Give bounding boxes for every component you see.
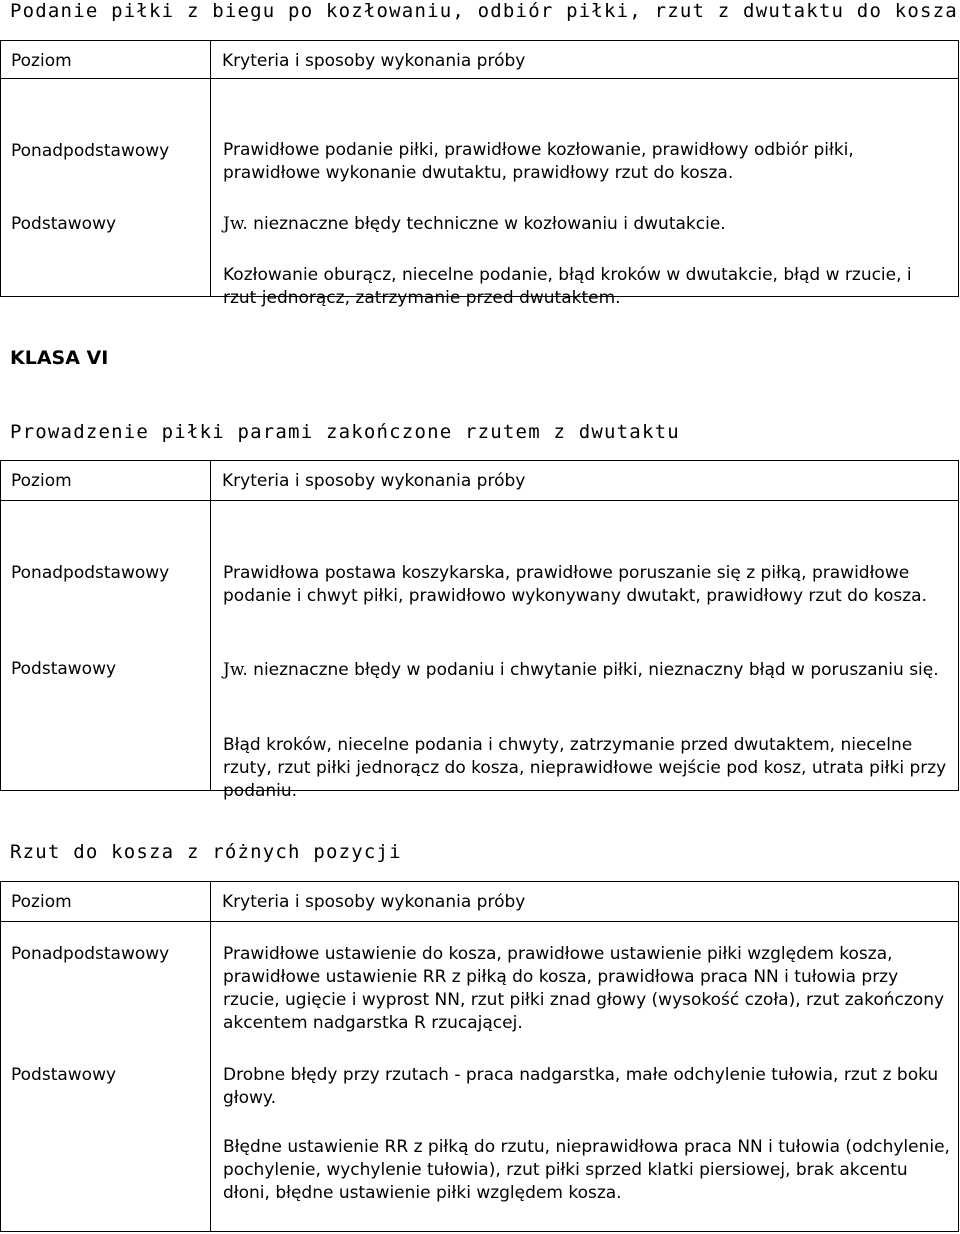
criteria-below-basic: Błąd kroków, niecelne podania i chwyty, zatrzymanie przed dwutaktem, niecelne rzuty, rzut piłki jednorącz do kosza, nieprawidłowe wejście pod kosz, utrata piłki przy podaniu. (223, 735, 947, 801)
level-podstawowy: Podstawowy (11, 659, 117, 679)
level-ponadpodstawowy: Ponadpodstawowy (11, 944, 170, 964)
level-podstawowy: Podstawowy (11, 214, 117, 234)
header-level-label: Poziom (11, 51, 72, 71)
class-heading: KLASA VI (10, 347, 109, 369)
jw-abbreviation: Jw. (223, 214, 248, 234)
level-podstawowy: Podstawowy (11, 1065, 117, 1085)
criteria-ponadpodstawowy: Prawidłowa postawa koszykarska, prawidłowe poruszanie się z piłką, prawidłowe podanie i chwyt piłki, prawidłowo wykonywany dwutakt, prawidłowy rzut do kosza. (223, 563, 927, 606)
section-title-rzut: Rzut do kosza z różnych pozycji (10, 841, 402, 863)
criteria-podstawowy: Drobne błędy przy rzutach - praca nadgarstka, małe odchylenie tułowia, rzut z boku głowy. (223, 1065, 939, 1108)
criteria-podstawowy-text: nieznaczne błędy techniczne w kozłowaniu i dwutakcie. (247, 214, 726, 234)
jw-abbreviation: Jw. (223, 660, 248, 680)
criteria-table-podanie (0, 40, 959, 308)
header-level-label: Poziom (11, 471, 72, 491)
table-header-row (1, 882, 959, 922)
criteria-below-basic: Błędne ustawienie RR z piłką do rzutu, nieprawidłowa praca NN i tułowia (odchylenie, pochylenie, wychylenie tułowia), rzut piłki sprzed klatki piersiowej, brak akcentu dłoni, błędne ustawienie piłki względem kosza. (223, 1137, 950, 1203)
header-criteria-label: Kryteria i sposoby wykonania próby (222, 892, 526, 912)
level-ponadpodstawowy: Ponadpodstawowy (11, 563, 170, 583)
criteria-ponadpodstawowy: Prawidłowe podanie piłki, prawidłowe kozłowanie, prawidłowy odbiór piłki, prawidłowe wykonanie dwutaktu, prawidłowy rzut do kosza. (223, 140, 854, 183)
header-criteria-label: Kryteria i sposoby wykonania próby (222, 471, 526, 491)
criteria-below-basic: Kozłowanie oburącz, niecelne podanie, błąd kroków w dwutakcie, błąd w rzucie, i rzut jednorącz, zatrzymanie przed dwutaktem. (223, 265, 912, 308)
level-ponadpodstawowy: Ponadpodstawowy (11, 141, 170, 161)
criteria-table-prowadzenie (0, 460, 959, 801)
table-header-row (1, 461, 959, 501)
table-body-row (1, 501, 959, 791)
table-body-row (1, 922, 959, 1232)
criteria-podstawowy (223, 659, 950, 682)
section-title-podanie: Podanie piłki z biegu po kozłowaniu, odbiór piłki, rzut z dwutaktu do kosza (10, 0, 958, 22)
criteria-ponadpodstawowy: Prawidłowe ustawienie do kosza, prawidłowe ustawienie piłki względem kosza, prawidłowe ustawienie RR z piłką do kosza, prawidłowa praca NN i tułowia przy rzucie, ugięcie i wyprost NN, rzut piłki znad głowy (wysokość czoła), rzut zakończony akcentem nadgarstka R rzucającej. (223, 944, 945, 1033)
header-criteria-label: Kryteria i sposoby wykonania próby (222, 51, 526, 71)
criteria-podstawowy (223, 213, 950, 236)
criteria-table-rzut (0, 881, 959, 1232)
header-level-label: Poziom (11, 892, 72, 912)
table-body-row (1, 79, 959, 297)
table-header-row (1, 41, 959, 79)
section-title-prowadzenie: Prowadzenie piłki parami zakończone rzutem z dwutaktu (10, 421, 680, 443)
criteria-podstawowy-text: nieznaczne błędy w podaniu i chwytanie piłki, nieznaczny błąd w poruszaniu się. (247, 660, 939, 680)
